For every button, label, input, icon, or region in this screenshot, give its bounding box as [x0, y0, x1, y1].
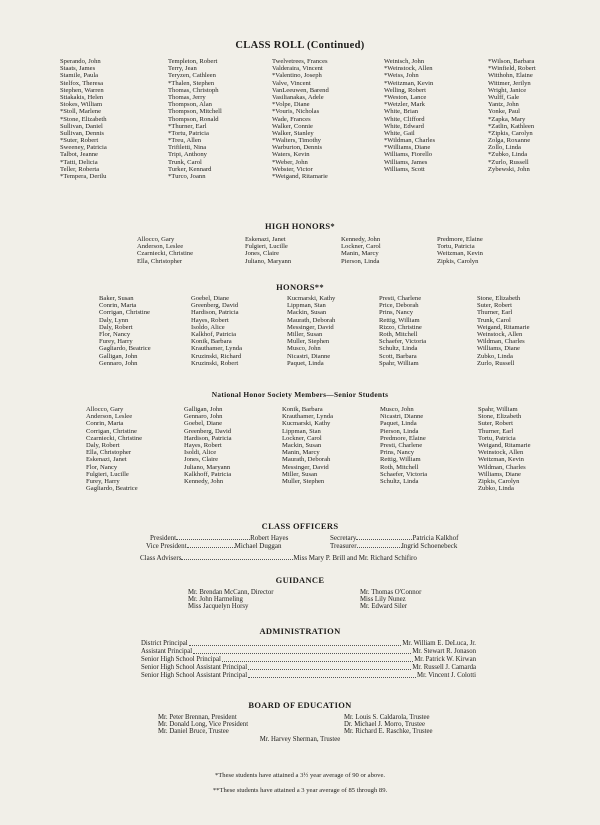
name-entry: Zybewski, John [488, 165, 530, 173]
name-entry: *Tatti, Delicia [60, 158, 98, 166]
name-entry: Miss Lily Nunez [360, 596, 406, 604]
name-entry: Spahr, William [379, 359, 419, 367]
name-entry: *Zatlin, Kathleen [488, 122, 535, 130]
name-entry: Scott, Barbara [379, 352, 417, 360]
admin-role: Senior High School Assistant Principal [141, 672, 248, 679]
high-honors-column [137, 236, 245, 265]
name-entry: VanLeeuwen, Barend [272, 86, 329, 94]
name-entry: *Thalen, Stephen [168, 79, 215, 87]
name-entry: Yonke, Paul [488, 108, 520, 116]
name-entry: Gagliardo, Beatrice [86, 485, 138, 493]
class-roll-column [60, 58, 168, 180]
name-entry: Zubko, Linda [478, 485, 514, 493]
name-entry: Williams, James [384, 158, 428, 166]
name-entry: Wildman, Charles [478, 463, 526, 471]
name-entry: White, Edward [384, 122, 424, 130]
name-entry: Conrin, Marta [86, 420, 124, 428]
name-entry: Krauthamer, Lynda [282, 413, 334, 421]
class-roll-columns [60, 58, 568, 180]
name-entry: Conrin, Marta [99, 302, 137, 310]
honors-column [287, 295, 379, 367]
name-entry: Miller, Susan [287, 330, 323, 338]
guidance-left-column [188, 589, 360, 611]
honors-title: HONORS** [276, 282, 324, 292]
dotted-leader [222, 656, 413, 662]
nhs-title: National Honor Society Members—Senior Students [211, 390, 389, 399]
name-entry: Messinger, David [282, 463, 329, 471]
name-entry: Presti, Charlene [379, 295, 422, 302]
class-advisers: Class Advisers Miss Mary P. Brill and Mr. Richard Schifiro [140, 554, 417, 562]
name-entry: Allocco, Gary [86, 406, 124, 413]
name-entry: *Treu, Allen [168, 137, 202, 145]
name-entry: Zipkis, Carolyn [478, 477, 520, 485]
name-entry: Musco, John [380, 406, 414, 413]
name-entry: Paquet, Linda [380, 420, 417, 428]
name-entry: *Wildman, Charles [384, 137, 436, 145]
name-entry: Webster, Victor [272, 165, 313, 173]
name-entry: Mr. John Harmeling [188, 596, 243, 604]
name-entry: Thompson, Alan [168, 101, 212, 109]
admin-role: Senior High School Principal [141, 656, 221, 663]
name-entry: Turker, Kennard [168, 165, 212, 173]
name-entry: Kalkhof, Patricia [191, 330, 237, 338]
name-entry: Thomas, Christoph [168, 86, 219, 94]
name-entry: *Weigand, Ritamarie [272, 173, 328, 180]
name-entry: Gennaro, John [99, 359, 138, 367]
name-entry: Stiakakis, Helen [60, 93, 104, 101]
name-entry: *Volpe, Diane [272, 101, 310, 109]
name-entry: Thompson, Mitchell [168, 108, 222, 116]
name-entry: Mr. Richard E. Raschke, Trustee [344, 728, 433, 736]
name-entry: Mr. Peter Brennan, President [158, 714, 237, 721]
name-entry: Juliano, Maryann [184, 463, 231, 471]
name-entry: Zubko, Linda [477, 352, 513, 360]
board-right-column [344, 714, 433, 736]
name-entry: Warburton, Dennis [272, 144, 323, 152]
name-entry: Schaefer, Victoria [379, 338, 427, 346]
name-entry: Williams, Scott [384, 165, 425, 173]
name-entry: Sperando, John [60, 58, 101, 65]
name-entry: Stokes, William [60, 101, 103, 109]
name-entry: *Stoll, Marlene [60, 108, 102, 116]
name-entry: Predmore, Elaine [437, 236, 483, 243]
name-entry: White, Brian [384, 108, 419, 116]
high-honors-column [245, 236, 341, 265]
name-entry: *Weston, Lance [384, 93, 427, 101]
guidance-title: GUIDANCE [275, 575, 325, 585]
name-entry: Gagliardo, Beatrice [99, 345, 151, 353]
admin-row [141, 640, 476, 648]
honors-column [191, 295, 287, 367]
name-entry: *Zurlo, Russell [488, 158, 529, 166]
name-entry: Thurner, Earl [478, 427, 514, 435]
high-honors-title: HIGH HONORS* [265, 221, 335, 231]
name-entry: Hayes, Robert [191, 316, 229, 324]
name-entry: Tortu, Patricia [437, 243, 475, 251]
name-entry: Lippman, Stan [287, 302, 326, 310]
name-entry: Suter, Robert [478, 420, 513, 428]
name-entry: Miller, Susan [282, 470, 318, 478]
name-entry: Muller, Stephen [287, 338, 330, 346]
guidance-right-column [360, 589, 421, 611]
name-entry: Williams, Fiorello [384, 151, 433, 159]
name-entry: Weinstock, Allen [477, 330, 523, 338]
name-entry: Messinger, David [287, 323, 334, 331]
name-entry: Greenberg, David [191, 302, 239, 310]
name-entry: Stephen, Warren [60, 86, 104, 94]
name-entry: Waters, Kevin [272, 151, 310, 159]
honors-columns [99, 295, 557, 367]
honors-column [379, 295, 477, 367]
name-entry: *Valentino, Joseph [272, 72, 322, 80]
name-entry: Eskenazi, Janet [245, 236, 286, 243]
name-entry: Galligan, John [99, 352, 138, 360]
name-entry: Mackin, Susan [287, 309, 327, 317]
name-entry: Konik, Barbara [191, 338, 232, 346]
name-entry: Kruzinski, Robert [191, 359, 239, 367]
name-entry: Teller, Roberta [60, 165, 100, 173]
high-honors-column [437, 236, 517, 265]
name-entry: Yantz, John [488, 101, 519, 109]
name-entry: Mr. Louis S. Caldarola, Trustee [344, 714, 430, 721]
nhs-column [184, 406, 282, 492]
name-entry: Ella, Christopher [137, 257, 183, 265]
name-entry: Jones, Claire [245, 250, 280, 258]
name-entry: Daly, Robert [86, 441, 120, 449]
name-entry: Kalkhoff, Patricia [184, 470, 232, 478]
name-entry: Zollo, Linda [488, 144, 521, 152]
admin-name: Mr. Patrick W. Kirwan [414, 656, 476, 663]
name-entry: Thomas, Jerry [168, 93, 206, 101]
name-entry: Sullivan, Dennis [60, 129, 104, 137]
dotted-leader [193, 648, 411, 654]
board-member-center: Mr. Harvey Sherman, Trustee [259, 736, 341, 743]
admin-row [141, 664, 476, 672]
name-entry: Presti, Charlene [380, 441, 423, 449]
name-entry: Teryzen, Cathleen [168, 72, 216, 80]
officer-treasurer: Treasurer Ingrid Schoenebeck [330, 542, 458, 550]
name-entry: Wildman, Charles [477, 338, 525, 346]
name-entry: Weitzman, Kevin [478, 456, 524, 464]
name-entry: Mr. Edward Siler [360, 603, 408, 611]
name-entry: *Williams, Diane [384, 144, 431, 152]
name-entry: Zurlo, Russell [477, 359, 515, 367]
admin-name: Mr. Vincent J. Colotti [417, 672, 476, 679]
name-entry: Galligan, John [184, 406, 223, 413]
name-entry: Kucmarski, Kathy [287, 295, 336, 302]
name-entry: White, Clifford [384, 115, 425, 123]
name-entry: Kennedy, John [184, 477, 224, 485]
name-entry: Allocco, Gary [137, 236, 175, 243]
name-entry: Walker, Connie [272, 122, 313, 130]
name-entry: Prins, Nancy [379, 309, 414, 317]
name-entry: Greenberg, David [184, 427, 232, 435]
nhs-column [380, 406, 478, 492]
name-entry: Suter, Robert [477, 302, 512, 310]
name-entry: *Wilson, Barbara [488, 58, 535, 65]
name-entry: Roth, Mitchell [379, 330, 418, 338]
name-entry: Stamile, Paula [60, 72, 99, 80]
name-entry: Baker, Susan [99, 295, 134, 302]
name-entry: Daly, Lynn [99, 316, 129, 324]
name-entry: Jones, Claire [184, 456, 219, 464]
name-entry: Pierson, Linda [341, 257, 380, 265]
name-entry: Price, Deborah [379, 302, 419, 310]
name-entry: Goebel, Diane [184, 420, 223, 428]
footnote-high-honors: *These students have attained a 3½ year average of 90 or above. [214, 772, 386, 779]
name-entry: Thurner, Earl [477, 309, 513, 317]
admin-role: Assistant Principal [141, 648, 193, 655]
name-entry: Eskenazi, Janet [86, 456, 127, 464]
name-entry: Fulgieri, Lucille [245, 243, 288, 251]
board-columns [158, 714, 433, 736]
officer-vice-president: Vice President Michael Duggan [146, 542, 282, 550]
name-entry: Hardison, Patricia [184, 434, 232, 442]
name-entry: Spahr, William [478, 406, 518, 413]
admin-role: Senior High School Assistant Principal [141, 664, 248, 671]
admin-row [141, 648, 476, 656]
nhs-columns [86, 406, 558, 492]
name-entry: *Zipkis, Carolyn [488, 129, 533, 137]
name-entry: Staats, James [60, 65, 96, 73]
name-entry: Roth, Mitchell [380, 463, 419, 471]
name-entry: Rettig, William [380, 456, 421, 464]
name-entry: Trunk, Carol [477, 316, 511, 324]
class-roll-title: CLASS ROLL (Continued) [235, 40, 365, 51]
name-entry: Williams, Diane [477, 345, 520, 353]
name-entry: Kennedy, John [341, 236, 381, 243]
name-entry: Musco, John [287, 345, 321, 353]
name-entry: Rizzo, Christine [379, 323, 422, 331]
name-entry: Weitzman, Kevin [437, 250, 483, 258]
name-entry: White, Gail [384, 129, 415, 137]
name-entry: Wittmer, Jerilyn [488, 79, 531, 87]
board-title: BOARD OF EDUCATION [248, 700, 352, 710]
name-entry: *Zapka, Mary [488, 115, 526, 123]
name-entry: Hayes, Robert [184, 441, 222, 449]
administration-list [141, 640, 476, 680]
name-entry: Miss Jacquelyn Horsy [188, 603, 249, 611]
name-entry: Valderaira, Vincent [272, 65, 323, 73]
name-entry: *Weinstock, Allen [384, 65, 433, 73]
class-officers-title: CLASS OFFICERS [261, 521, 339, 531]
admin-row [141, 656, 476, 664]
name-entry: Wright, Janice [488, 86, 527, 94]
name-entry: Sullivan, Daniel [60, 122, 103, 130]
name-entry: Muller, Stephen [282, 477, 325, 485]
name-entry: Paquet, Linda [287, 359, 324, 367]
name-entry: Czarniecki, Christine [86, 434, 143, 442]
name-entry: Mr. Brendan McCann, Director [188, 589, 274, 596]
name-entry: Anderson, Leslee [86, 413, 133, 421]
class-roll-column [272, 58, 384, 180]
name-entry: Welling, Robert [384, 86, 426, 94]
admin-name: Mr. Russell J. Camarda [412, 664, 476, 671]
name-entry: Stelfox, Theresa [60, 79, 104, 87]
admin-name: Mr. William E. DeLuca, Jr. [402, 640, 476, 647]
name-entry: Wade, Frances [272, 115, 311, 123]
name-entry: Twelvetrees, Frances [272, 58, 328, 65]
name-entry: Mr. Donald Long, Vice President [158, 721, 249, 729]
admin-row [141, 672, 476, 680]
name-entry: Tortu, Patricia [478, 434, 516, 442]
name-entry: *Vouris, Nicholas [272, 108, 320, 116]
name-entry: Nicastri, Dianne [380, 413, 424, 421]
admin-role: District Principal [141, 640, 188, 647]
name-entry: Furey, Harry [99, 338, 133, 346]
name-entry: Gennaro, John [184, 413, 223, 421]
guidance-columns [188, 589, 421, 611]
name-entry: Goebel, Diane [191, 295, 230, 302]
name-entry: Trunk, Carol [168, 158, 202, 166]
name-entry: Mackin, Susan [282, 441, 322, 449]
dotted-leader [248, 664, 411, 670]
name-entry: Williams, Diane [478, 470, 521, 478]
name-entry: Lockner, Carol [282, 434, 322, 442]
name-entry: Manin, Marcy [341, 250, 379, 258]
name-entry: Corrigan, Christine [86, 427, 137, 435]
officer-president: President Robert Hayes [150, 534, 289, 542]
dotted-leader [248, 672, 416, 678]
board-left-column [158, 714, 344, 736]
name-entry: Wulff, Gale [488, 93, 520, 101]
officer-secretary: Secretary Patricia Kalkhof [330, 534, 459, 542]
high-honors-column [341, 236, 437, 265]
name-entry: Walker, Stanley [272, 129, 314, 137]
name-entry: Weinisch, John [384, 58, 425, 65]
name-entry: *Winfield, Robert [488, 65, 536, 73]
nhs-column [282, 406, 380, 492]
name-entry: Lockner, Carol [341, 243, 381, 251]
name-entry: Isoldo, Alice [191, 323, 225, 331]
name-entry: *Walters, Timothy [272, 137, 321, 145]
name-entry: Templeton, Robert [168, 58, 218, 65]
name-entry: *Weber, John [272, 158, 308, 166]
name-entry: Kucmarski, Kathy [282, 420, 331, 428]
name-entry: Talbot, Jeanne [60, 151, 98, 159]
footnote-honors: **These students have attained a 3 year average of 85 through 89. [212, 787, 388, 794]
name-entry: Nicastri, Dianne [287, 352, 331, 360]
name-entry: Furey, Harry [86, 477, 120, 485]
name-entry: Schultz, Linda [380, 477, 419, 485]
name-entry: Ella, Christopher [86, 449, 132, 457]
name-entry: Czarniecki, Christine [137, 250, 194, 258]
name-entry: Mr. Thomas O'Connor [360, 589, 422, 596]
name-entry: Schultz, Linda [379, 345, 418, 353]
name-entry: Isoldi, Alice [184, 449, 217, 457]
name-entry: Kruzinski, Richard [191, 352, 242, 360]
nhs-column [478, 406, 558, 492]
name-entry: Dr. Michael J. Morro, Trustee [344, 721, 425, 729]
name-entry: Vasilianakas, Adele [272, 93, 324, 101]
name-entry: *Tempera, Derilu [60, 173, 107, 180]
name-entry: Zolga, Roxanne [488, 137, 531, 145]
dotted-leader [189, 640, 402, 646]
name-entry: Mr. Daniel Bruce, Trustee [158, 728, 229, 736]
class-officers [0, 534, 600, 570]
name-entry: *Stone, Elizabeth [60, 115, 107, 123]
name-entry: Flor, Nancy [86, 463, 118, 471]
name-entry: Flor, Nancy [99, 330, 131, 338]
name-entry: Corrigan, Christine [99, 309, 150, 317]
name-entry: Tripi, Anthony [168, 151, 207, 159]
admin-name: Mr. Stewart R. Jonason [412, 648, 476, 655]
name-entry: Stone, Elizabeth [478, 413, 522, 421]
name-entry: Lippman, Stan [282, 427, 321, 435]
name-entry: *Suter, Robert [60, 137, 99, 145]
class-roll-column [384, 58, 488, 180]
name-entry: Zipkis, Carolyn [437, 257, 479, 265]
name-entry: *Zubko, Linda [488, 151, 528, 159]
name-entry: Rettig, William [379, 316, 420, 324]
name-entry: Valve, Vincent [272, 79, 311, 87]
name-entry: *Wetzler, Mark [384, 101, 425, 109]
name-entry: Terry, Jean [168, 65, 197, 73]
administration-title: ADMINISTRATION [259, 626, 341, 636]
name-entry: Pierson, Linda [380, 427, 419, 435]
name-entry: Thompson, Ronald [168, 115, 219, 123]
name-entry: Juliano, Maryann [245, 257, 292, 265]
name-entry: Witthohn, Elaine [488, 72, 533, 80]
name-entry: *Turco, Joann [168, 173, 206, 180]
name-entry: Manin, Marcy [282, 449, 320, 457]
name-entry: Trifiletti, Nina [168, 144, 207, 152]
name-entry: Weinstock, Allen [478, 449, 524, 457]
name-entry: Stone, Elizabeth [477, 295, 521, 302]
name-entry: *Weitzman, Kevin [384, 79, 434, 87]
name-entry: *Tortu, Patricia [168, 129, 209, 137]
high-honors-columns [137, 236, 517, 265]
name-entry: Anderson, Leslee [137, 243, 184, 251]
name-entry: Weigand, Ritamarie [478, 441, 531, 449]
name-entry: Maurath, Deborah [287, 316, 336, 324]
nhs-column [86, 406, 184, 492]
name-entry: Hardison, Patricia [191, 309, 239, 317]
class-roll-column [168, 58, 272, 180]
name-entry: Maurath, Deborah [282, 456, 331, 464]
name-entry: Konik, Barbara [282, 406, 323, 413]
honors-column [99, 295, 191, 367]
honors-column [477, 295, 557, 367]
name-entry: Prins, Nancy [380, 449, 415, 457]
name-entry: Schaefer, Victoria [380, 470, 428, 478]
name-entry: Sweeney, Patricia [60, 144, 107, 152]
name-entry: Fulgieri, Lucille [86, 470, 129, 478]
name-entry: Daly, Robert [99, 323, 133, 331]
name-entry: Krauthamer, Lynda [191, 345, 243, 353]
name-entry: Predmore, Elaine [380, 434, 426, 442]
name-entry: Weigand, Ritamarie [477, 323, 530, 331]
name-entry: *Thurner, Earl [168, 122, 207, 130]
class-roll-column [488, 58, 568, 180]
name-entry: *Weiss, John [384, 72, 419, 80]
